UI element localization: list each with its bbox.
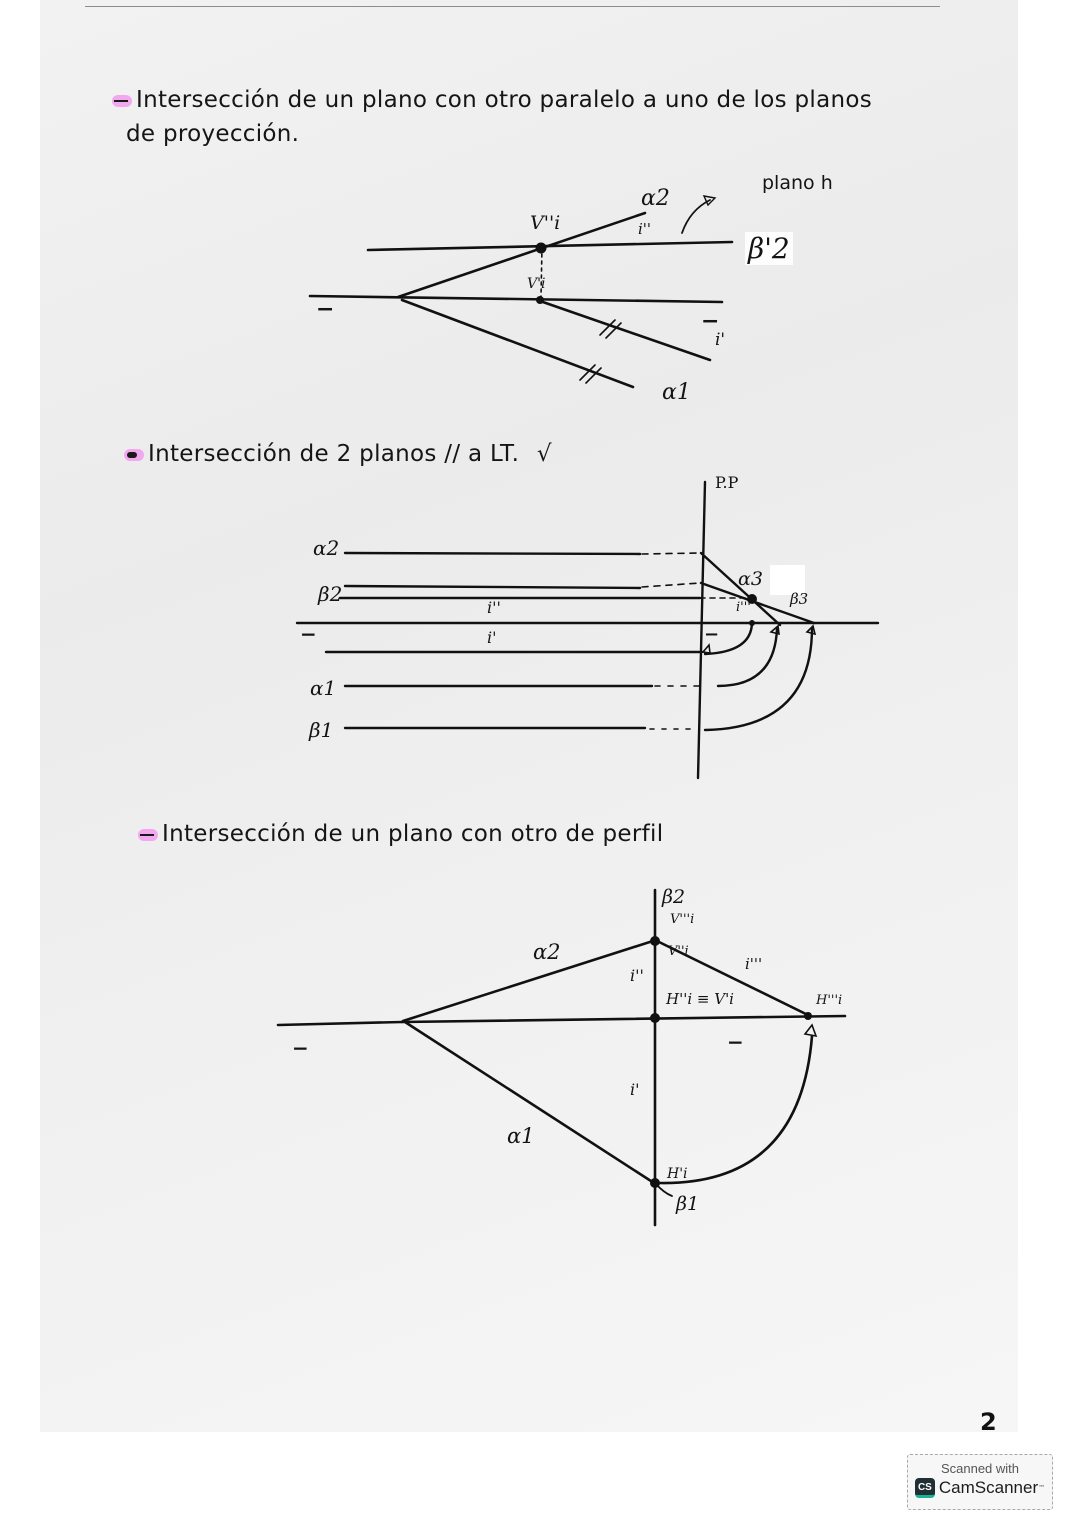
label-pp: P.P [715, 473, 739, 492]
label-alpha2: α2 [641, 186, 670, 211]
label-minus-left-2: − [300, 622, 317, 646]
camscanner-watermark [907, 1454, 1053, 1510]
section-3-heading-text: Intersección de un plano con otro de perfil [162, 821, 664, 847]
label-i-prime: i' [630, 1080, 640, 1099]
label-alpha2: α2 [313, 536, 340, 560]
point-v-triple [650, 936, 660, 946]
label-minus-right-1: − [701, 308, 720, 334]
label-alpha1: α1 [310, 676, 337, 700]
label-i-triple-prime: i''' [745, 955, 763, 973]
label-plano-h: plano h [762, 172, 833, 194]
label-v-triple: V'''i [670, 912, 695, 927]
label-i-triple-prime: i''' [736, 600, 751, 615]
label-beta1: β1 [676, 1193, 700, 1215]
highlight-bullet-icon [124, 449, 144, 461]
watermark-brand: CamScanner [938, 1478, 1039, 1497]
camscanner-logo-icon: CS [915, 1478, 935, 1498]
section-1-heading-line1: Intersección de un plano con otro paralelo a uno de los planos [136, 87, 872, 113]
label-beta2: β2 [662, 886, 686, 908]
label-alpha2: α2 [533, 940, 561, 964]
point-h-double [650, 1013, 660, 1023]
label-alpha3: α3 [738, 568, 763, 590]
label-i-prime: i' [487, 628, 497, 647]
label-i-double-prime: i'' [487, 598, 501, 617]
label-i-double-prime: i'' [630, 966, 644, 985]
label-i-double-prime: i'' [638, 220, 652, 238]
checkmark-icon: √ [536, 441, 552, 467]
label-beta1: β1 [309, 718, 334, 742]
point-v-prime [536, 296, 544, 304]
label-v-prime: V'i [527, 276, 546, 292]
point-v-double-prime [536, 243, 547, 254]
label-minus-right-2: − [704, 624, 720, 645]
label-minus-right-3: − [727, 1030, 744, 1054]
point-h-prime [650, 1178, 660, 1188]
point-h-triple [804, 1012, 812, 1020]
label-h-double-eq-v-prime: H''i ≡ V'i [666, 990, 734, 1008]
diagram-2-planes-parallel-lt [297, 482, 878, 778]
label-minus-left-1: − [316, 296, 335, 322]
label-minus-left-3: − [292, 1036, 309, 1060]
label-beta2: β2 [318, 582, 343, 606]
label-alpha1: α1 [662, 380, 691, 405]
section-2-heading-text: Intersección de 2 planos // a LT. [148, 441, 520, 467]
diagram-3-profile-plane [278, 890, 845, 1225]
label-alpha1: α1 [507, 1124, 535, 1148]
trademark-symbol: ™ [1038, 1484, 1046, 1492]
section-2-heading [124, 436, 552, 472]
label-beta3: β3 [790, 590, 809, 608]
section-1-heading-line2: de proyección. [126, 121, 300, 147]
section-3-heading [138, 816, 663, 852]
label-beta2-prime: β'2 [745, 232, 793, 265]
page-number: 2 [980, 1408, 997, 1436]
label-i-prime: i' [715, 330, 726, 350]
watermark-caption: Scanned with [940, 1461, 1020, 1476]
diagram-1-parallel-plane [310, 196, 732, 387]
watermark-brand-row [908, 1478, 1052, 1498]
label-v-double: V''i [668, 944, 689, 959]
label-h-prime: H'i [667, 1166, 688, 1182]
highlight-bullet-icon [138, 829, 158, 841]
point-lt-intersection [749, 620, 755, 626]
label-h-triple: H'''i [816, 993, 843, 1008]
label-v-double-prime: V''i [530, 212, 561, 234]
